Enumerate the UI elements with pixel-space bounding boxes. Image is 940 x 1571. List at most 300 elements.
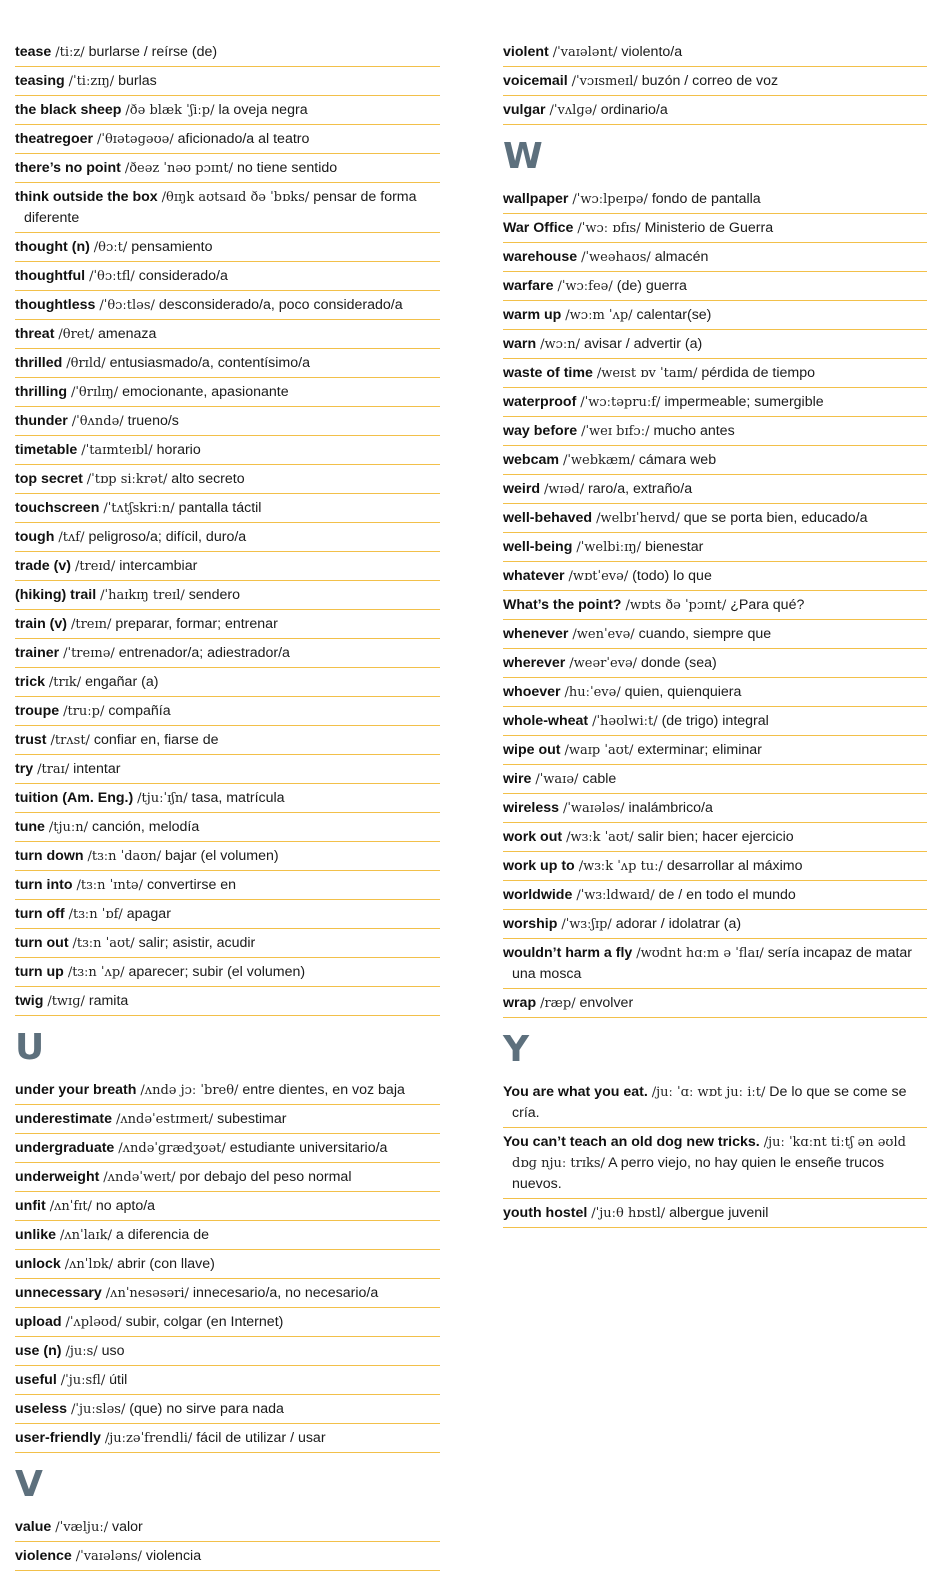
entry-word: thrilled (15, 355, 63, 371)
glossary-entry-thought-n (15, 233, 440, 262)
entry-pronunciation: /ˈjuːsləs/ (71, 1402, 126, 1417)
glossary-entry-warfare (503, 272, 927, 301)
entry-pronunciation: /ˈjuːθ hɒstl/ (591, 1206, 666, 1221)
entry-translation: calentar(se) (636, 307, 712, 323)
glossary-entry-thrilled (15, 349, 440, 378)
entry-pronunciation: /ˈtiːzɪŋ/ (68, 74, 115, 89)
entry-word: violent (503, 44, 549, 60)
entry-pronunciation: /ðə blæk ˈʃiːp/ (125, 103, 215, 118)
entry-pronunciation: /truːp/ (63, 704, 105, 719)
entry-pronunciation: /ˈtaɪmteɪbl/ (81, 443, 153, 458)
entry-word: train (v) (15, 616, 68, 632)
entry-word: work up to (503, 858, 575, 874)
entry-translation: intercambiar (119, 558, 198, 574)
entry-pronunciation: /ˈwɔːtəpruːf/ (580, 395, 661, 410)
entry-pronunciation: /θrɪld/ (66, 356, 106, 371)
glossary-entry-underestimate (15, 1105, 440, 1134)
entry-translation: a diferencia de (115, 1227, 209, 1243)
entry-word: unlock (15, 1256, 61, 1272)
entry-pronunciation: /ˈwelbiːɪŋ/ (576, 540, 642, 555)
glossary-entry-unlike (15, 1221, 440, 1250)
entry-word: unlike (15, 1227, 56, 1243)
glossary-entry-value (15, 1513, 440, 1542)
glossary-entry-user-friendly (15, 1424, 440, 1453)
entry-translation: uso (101, 1343, 125, 1359)
entry-word: wipe out (503, 742, 561, 758)
entry-translation: salir; asistir, acudir (138, 935, 256, 951)
entry-translation: horario (156, 442, 201, 458)
entry-pronunciation: /ˈwɔːlpeɪpə/ (572, 192, 648, 207)
entry-translation: cuando, siempre que (638, 626, 772, 642)
glossary-entry-use-n (15, 1337, 440, 1366)
entry-word: tune (15, 819, 45, 835)
entry-pronunciation: /ˈθrɪlɪŋ/ (70, 385, 119, 400)
glossary-entry-whenever (503, 620, 927, 649)
entry-word: thrilling (15, 384, 68, 400)
entry-translation: la oveja negra (218, 102, 308, 118)
glossary-entry-the-black-sheep (15, 96, 440, 125)
entry-pronunciation: /ˈθʌndə/ (71, 414, 124, 429)
entry-translation: ¿Para qué? (730, 597, 805, 613)
entry-word: threat (15, 326, 55, 342)
glossary-entry-well-being (503, 533, 927, 562)
entry-pronunciation: /tɜːn ˈdaʊn/ (87, 849, 162, 864)
entry-translation: raro/a, extraño/a (588, 481, 693, 497)
entry-word: theatregoer (15, 131, 94, 147)
glossary-entry-troupe (15, 697, 440, 726)
glossary-entry-think-outside-the-box (15, 183, 440, 233)
glossary-entry-turn-out (15, 929, 440, 958)
glossary-entry-threat (15, 320, 440, 349)
entry-translation: estudiante universitario/a (229, 1140, 388, 1156)
entry-word: waste of time (503, 365, 593, 381)
entry-translation: burlas (118, 73, 157, 89)
glossary-entry-webcam (503, 446, 927, 475)
glossary-entry-thunder (15, 407, 440, 436)
entry-translation: peligroso/a; difícil, duro/a (88, 529, 247, 545)
glossary-entry-tuition-am-eng (15, 784, 440, 813)
glossary-entry-hiking-trail (15, 581, 440, 610)
entry-translation: envolver (579, 995, 634, 1011)
entry-word: warehouse (503, 249, 578, 265)
glossary-entry-trust (15, 726, 440, 755)
entry-pronunciation: /ˈθɪətəɡəʊə/ (97, 132, 174, 147)
entry-pronunciation: /ˈjuːsfl/ (60, 1373, 106, 1388)
entry-translation: De lo que se come se cría. (512, 1084, 907, 1121)
glossary-entry-work-up-to (503, 852, 927, 881)
glossary-entry-wire (503, 765, 927, 794)
glossary-column-left (15, 38, 440, 1571)
entry-word: voicemail (503, 73, 568, 89)
entry-word: thoughtless (15, 297, 96, 313)
entry-word: whenever (503, 626, 569, 642)
entry-pronunciation: /θret/ (58, 327, 95, 342)
entry-word: thoughtful (15, 268, 86, 284)
entry-word: the black sheep (15, 102, 122, 118)
glossary-entry-underweight (15, 1163, 440, 1192)
entry-word: turn out (15, 935, 69, 951)
entry-pronunciation: /tjuːˈɪʃn/ (137, 791, 188, 806)
entry-translation: subestimar (217, 1111, 287, 1127)
entry-pronunciation: /θɪŋk aʊtsaɪd ðə ˈbɒks/ (161, 190, 310, 205)
entry-word: timetable (15, 442, 78, 458)
glossary-entry-twig (15, 987, 440, 1016)
entry-translation: mucho antes (653, 423, 735, 439)
entry-translation: (de trigo) integral (661, 713, 769, 729)
glossary-entry-youth-hostel (503, 1199, 927, 1228)
entry-pronunciation: /ˈweɪ bɪfɔː/ (581, 424, 650, 439)
entry-translation: subir, colgar (en Internet) (125, 1314, 284, 1330)
entry-pronunciation: /ˈθɔːtfl/ (89, 269, 135, 284)
glossary-entry-whatever (503, 562, 927, 591)
entry-word: touchscreen (15, 500, 100, 516)
entry-pronunciation: /ˈvɔɪsmeɪl/ (571, 74, 638, 89)
entry-translation: fondo de pantalla (651, 191, 761, 207)
entry-word: teasing (15, 73, 65, 89)
entry-translation: quien, quienquiera (624, 684, 742, 700)
entry-pronunciation: /wɜːk ˈaʊt/ (566, 830, 634, 845)
entry-translation: pérdida de tiempo (701, 365, 815, 381)
entry-pronunciation: /wɒts ðə ˈpɔɪnt/ (625, 598, 727, 613)
entry-translation: no tiene sentido (236, 160, 338, 176)
entry-word: user-friendly (15, 1430, 101, 1446)
entry-word: underweight (15, 1169, 100, 1185)
entry-pronunciation: /tɜːn ˈɒf/ (68, 907, 123, 922)
glossary-entry-wouldn-t-harm-a-fly (503, 939, 927, 989)
entry-translation: bajar (el volumen) (165, 848, 279, 864)
entry-word: unfit (15, 1198, 46, 1214)
glossary-entry-theatregoer (15, 125, 440, 154)
entry-pronunciation: /ˈvʌlɡə/ (549, 103, 597, 118)
entry-word: wire (503, 771, 532, 787)
glossary-entry-work-out (503, 823, 927, 852)
entry-pronunciation: /waɪp ˈaʊt/ (564, 743, 634, 758)
glossary-entry-tough (15, 523, 440, 552)
entry-translation: aficionado/a al teatro (177, 131, 310, 147)
entry-word: underestimate (15, 1111, 112, 1127)
entry-word: upload (15, 1314, 62, 1330)
entry-translation: útil (109, 1372, 128, 1388)
entry-word: warn (503, 336, 537, 352)
glossary-entry-thoughtless (15, 291, 440, 320)
entry-translation: emocionante, apasionante (122, 384, 289, 400)
entry-word: undergraduate (15, 1140, 115, 1156)
entry-word: trainer (15, 645, 60, 661)
entry-word: value (15, 1519, 52, 1535)
entry-word: thought (n) (15, 239, 90, 255)
entry-pronunciation: /ʌndə jɔː ˈbreθ/ (140, 1083, 239, 1098)
glossary-entry-there-s-no-point (15, 154, 440, 183)
entry-translation: considerado/a (138, 268, 228, 284)
glossary-entry-upload (15, 1308, 440, 1337)
entry-pronunciation: /ʌndəˈestɪmeɪt/ (115, 1112, 214, 1127)
entry-pronunciation: /treɪn/ (70, 617, 112, 632)
glossary-entry-way-before (503, 417, 927, 446)
glossary-entry-unnecessary (15, 1279, 440, 1308)
entry-translation: tasa, matrícula (191, 790, 285, 806)
glossary-entry-thrilling (15, 378, 440, 407)
glossary-entry-trainer (15, 639, 440, 668)
entry-translation: desconsiderado/a, poco considerado/a (158, 297, 403, 313)
glossary-entry-useful (15, 1366, 440, 1395)
glossary-entry-worldwide (503, 881, 927, 910)
entry-pronunciation: /wɪəd/ (544, 482, 585, 497)
entry-word: waterproof (503, 394, 577, 410)
entry-word: well-being (503, 539, 573, 555)
glossary-entry-wrap (503, 989, 927, 1018)
entry-word: wrap (503, 995, 537, 1011)
entry-pronunciation: /θɔːt/ (93, 240, 128, 255)
glossary-entry-whole-wheat (503, 707, 927, 736)
entry-translation: impermeable; sumergible (664, 394, 824, 410)
entry-pronunciation: /weərˈevə/ (569, 656, 638, 671)
entry-word: tuition (Am. Eng.) (15, 790, 134, 806)
glossary-entry-what-s-the-point (503, 591, 927, 620)
entry-word: wherever (503, 655, 566, 671)
entry-word: well-behaved (503, 510, 593, 526)
glossary-entry-under-your-breath (15, 1076, 440, 1105)
glossary-entry-wireless (503, 794, 927, 823)
entry-pronunciation: /tiːz/ (55, 45, 85, 60)
entry-translation: canción, melodía (92, 819, 200, 835)
entry-word: top secret (15, 471, 83, 487)
entry-word: violence (15, 1548, 72, 1564)
entry-word: under your breath (15, 1082, 137, 1098)
entry-word: worship (503, 916, 558, 932)
entry-pronunciation: /traɪ/ (37, 762, 70, 777)
entry-pronunciation: /wɒtˈevə/ (568, 569, 629, 584)
entry-pronunciation: /tɜːn ˈʌp/ (67, 965, 125, 980)
entry-translation: desarrollar al máximo (666, 858, 803, 874)
entry-pronunciation: /ˈhaɪkɪŋ treɪl/ (100, 588, 185, 603)
entry-word: (hiking) trail (15, 587, 97, 603)
entry-translation: entre dientes, en voz baja (242, 1082, 405, 1098)
entry-translation: entrenador/a; adiestrador/a (118, 645, 290, 661)
glossary-entry-you-can-t-teach-an-old-dog-new-tricks (503, 1128, 927, 1199)
entry-translation: violencia (145, 1548, 202, 1564)
entry-translation: preparar, formar; entrenar (115, 616, 278, 632)
entry-word: weird (503, 481, 541, 497)
glossary-entry-vulgar (503, 96, 927, 125)
entry-word: useless (15, 1401, 68, 1417)
entry-word: youth hostel (503, 1205, 588, 1221)
entry-pronunciation: /tɜːn ˈɪntə/ (76, 878, 143, 893)
glossary-entry-well-behaved (503, 504, 927, 533)
entry-translation: intentar (73, 761, 121, 777)
entry-word: wireless (503, 800, 560, 816)
entry-translation: (de) guerra (616, 278, 687, 294)
entry-translation: cable (582, 771, 617, 787)
entry-pronunciation: /wɜːk ˈʌp tuː/ (578, 859, 663, 874)
entry-word: turn into (15, 877, 73, 893)
entry-pronunciation: /ˈtɒp siːkrət/ (86, 472, 168, 487)
entry-translation: trueno/s (127, 413, 179, 429)
entry-translation: aparecer; subir (el volumen) (128, 964, 306, 980)
entry-pronunciation: /juː ˈkɑːnt tiːtʃ ən əʊld dɒɡ njuː trɪks/ (512, 1135, 906, 1171)
entry-word: warfare (503, 278, 554, 294)
glossary-entry-teasing (15, 67, 440, 96)
entry-translation: entusiasmado/a, contentísimo/a (109, 355, 310, 371)
entry-word: wallpaper (503, 191, 569, 207)
entry-word: try (15, 761, 34, 777)
entry-word: useful (15, 1372, 57, 1388)
entry-word: You are what you eat. (503, 1084, 648, 1100)
entry-translation: pensar de forma diferente (24, 189, 417, 226)
entry-word: trade (v) (15, 558, 71, 574)
section-letter-y: Y (503, 1029, 530, 1070)
entry-word: troupe (15, 703, 60, 719)
glossary-entry-turn-up (15, 958, 440, 987)
entry-translation: sería incapaz de matar una mosca (512, 945, 913, 982)
glossary-entry-try (15, 755, 440, 784)
entry-translation: fácil de utilizar / usar (196, 1430, 326, 1446)
entry-translation: engañar (a) (85, 674, 159, 690)
entry-translation: buzón / correo de voz (641, 73, 779, 89)
entry-pronunciation: /ræp/ (540, 996, 576, 1011)
glossary-entry-tease (15, 38, 440, 67)
entry-pronunciation: /wɔːm ˈʌp/ (565, 308, 633, 323)
entry-translation: A perro viejo, no hay quien le enseñe trucos nuevos. (512, 1155, 885, 1192)
glossary-entry-violent (503, 38, 927, 67)
entry-word: think outside the box (15, 189, 158, 205)
entry-word: whatever (503, 568, 565, 584)
entry-pronunciation: /ˈvaɪələnt/ (552, 45, 618, 60)
glossary-entry-wallpaper (503, 185, 927, 214)
entry-pronunciation: /ʌnˈfɪt/ (49, 1199, 92, 1214)
glossary-entry-unlock (15, 1250, 440, 1279)
entry-translation: que se porta bien, educado/a (683, 510, 868, 526)
entry-word: turn down (15, 848, 84, 864)
entry-translation: por debajo del peso normal (179, 1169, 352, 1185)
entry-pronunciation: /ˈvaɪələns/ (75, 1549, 142, 1564)
entry-pronunciation: /tjuːn/ (48, 820, 89, 835)
glossary-entry-timetable (15, 436, 440, 465)
entry-pronunciation: /ˈtʌtʃskriːn/ (103, 501, 175, 516)
entry-pronunciation: /ˈwaɪələs/ (562, 801, 625, 816)
entry-translation: innecesario/a, no necesario/a (192, 1285, 379, 1301)
glossary-entry-wipe-out (503, 736, 927, 765)
entry-pronunciation: /ʌnˈnesəsəri/ (105, 1286, 189, 1301)
entry-translation: compañía (108, 703, 171, 719)
entry-word: use (n) (15, 1343, 62, 1359)
entry-pronunciation: /wenˈevə/ (572, 627, 635, 642)
entry-word: trick (15, 674, 45, 690)
entry-pronunciation: /ˈʌpləʊd/ (65, 1315, 122, 1330)
entry-word: turn up (15, 964, 64, 980)
entry-pronunciation: /ˈhəʊlwiːt/ (592, 714, 658, 729)
entry-word: tough (15, 529, 55, 545)
entry-pronunciation: /ˈwebkæm/ (562, 453, 635, 468)
entry-translation: (que) no sirve para nada (129, 1401, 284, 1417)
glossary-entry-turn-down (15, 842, 440, 871)
entry-translation: amenaza (98, 326, 157, 342)
entry-word: work out (503, 829, 563, 845)
entry-translation: almacén (654, 249, 709, 265)
entry-pronunciation: /tʌf/ (58, 530, 85, 545)
glossary-entry-warehouse (503, 243, 927, 272)
entry-pronunciation: /wɔːn/ (540, 337, 580, 352)
entry-translation: donde (sea) (641, 655, 717, 671)
entry-translation: salir bien; hacer ejercicio (637, 829, 794, 845)
glossary-entry-trade-v (15, 552, 440, 581)
entry-pronunciation: /treɪd/ (74, 559, 116, 574)
glossary-entry-top-secret (15, 465, 440, 494)
entry-pronunciation: /ˈweəhaʊs/ (581, 250, 651, 265)
glossary-entry-weird (503, 475, 927, 504)
entry-translation: ordinario/a (600, 102, 668, 118)
entry-pronunciation: /huːˈevə/ (564, 685, 621, 700)
entry-pronunciation: /wʊdnt hɑːm ə ˈflaɪ/ (636, 946, 764, 961)
entry-pronunciation: /trʌst/ (50, 733, 90, 748)
glossary-entry-train-v (15, 610, 440, 639)
entry-pronunciation: /ˈtreɪnə/ (63, 646, 115, 661)
entry-translation: convertirse en (146, 877, 237, 893)
entry-pronunciation: /tɜːn ˈaʊt/ (72, 936, 135, 951)
entry-pronunciation: /ˈvæljuː/ (55, 1520, 109, 1535)
entry-translation: pantalla táctil (178, 500, 262, 516)
entry-pronunciation: /ˈwɔː ɒfɪs/ (577, 221, 641, 236)
entry-word: twig (15, 993, 44, 1009)
entry-pronunciation: /weɪst ɒv ˈtaɪm/ (596, 366, 698, 381)
entry-pronunciation: /twɪɡ/ (47, 994, 85, 1009)
entry-word: You can’t teach an old dog new tricks. (503, 1134, 760, 1150)
entry-translation: cámara web (638, 452, 717, 468)
entry-word: turn off (15, 906, 65, 922)
glossary-entry-violence (15, 1542, 440, 1571)
entry-translation: apagar (126, 906, 171, 922)
glossary-entry-warn (503, 330, 927, 359)
entry-translation: alto secreto (171, 471, 245, 487)
entry-word: way before (503, 423, 578, 439)
section-letter-w: W (503, 136, 543, 177)
glossary-entry-warm-up (503, 301, 927, 330)
entry-pronunciation: /ʌndəˈweɪt/ (103, 1170, 176, 1185)
glossary-entry-you-are-what-you-eat (503, 1078, 927, 1128)
entry-word: whoever (503, 684, 561, 700)
entry-translation: confiar en, fiarse de (93, 732, 219, 748)
entry-word: vulgar (503, 102, 546, 118)
entry-translation: exterminar; eliminar (637, 742, 762, 758)
glossary-entry-touchscreen (15, 494, 440, 523)
glossary-entry-tune (15, 813, 440, 842)
entry-pronunciation: /trɪk/ (48, 675, 82, 690)
entry-translation: adorar / idolatrar (a) (615, 916, 742, 932)
entry-pronunciation: /welbɪˈheɪvd/ (596, 511, 680, 526)
glossary-entry-useless (15, 1395, 440, 1424)
entry-pronunciation: /ˈwɜːldwaɪd/ (576, 888, 655, 903)
entry-pronunciation: /ʌndəˈɡrædʒʊət/ (118, 1141, 226, 1156)
entry-translation: ramita (88, 993, 129, 1009)
entry-pronunciation: /ʌnˈlaɪk/ (59, 1228, 112, 1243)
glossary-entry-war-office (503, 214, 927, 243)
entry-translation: valor (112, 1519, 143, 1535)
entry-word: webcam (503, 452, 559, 468)
entry-translation: pensamiento (131, 239, 213, 255)
entry-translation: bienestar (644, 539, 704, 555)
glossary-entry-worship (503, 910, 927, 939)
glossary-entry-undergraduate (15, 1134, 440, 1163)
glossary-entry-thoughtful (15, 262, 440, 291)
entry-pronunciation: /ʌnˈlɒk/ (64, 1257, 114, 1272)
entry-translation: avisar / advertir (a) (583, 336, 703, 352)
entry-translation: de / en todo el mundo (658, 887, 796, 903)
glossary-entry-turn-into (15, 871, 440, 900)
entry-translation: no apto/a (95, 1198, 156, 1214)
glossary-entry-waterproof (503, 388, 927, 417)
entry-pronunciation: /ˈθɔːtləs/ (99, 298, 155, 313)
glossary-entry-turn-off (15, 900, 440, 929)
entry-word: War Office (503, 220, 574, 236)
